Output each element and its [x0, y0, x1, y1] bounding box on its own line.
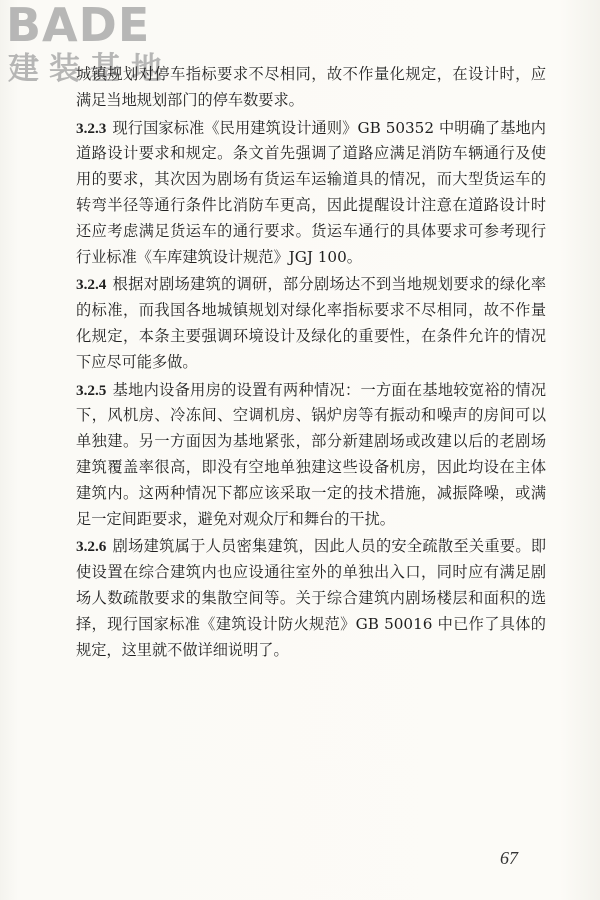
paragraph-text: 现行国家标准《民用建筑设计通则》GB 50352 中明确了基地内道路设计要求和规定。条文首先强调了道路应满足消防车辆通行及使用的要求，其次因为剧场有货运车运输道具的情况，而大型货运车的转弯半径等通行条件比消防车更高，因此提醒设计注意在道路设计时还应考虑满足货运车的通行要求。货运车通行的具体要求可参考现行行业标准《车库建筑设计规范》JGJ 100。: [76, 118, 546, 266]
clause-3-2-4: [76, 272, 546, 375]
clause-3-2-3: [76, 116, 546, 271]
paragraph-text: 根据对剧场建筑的调研，部分剧场达不到当地规划要求的绿化率的标准，而我国各地城镇规划对绿化率指标要求不尽相同，故不作量化规定，本条主要强调环境设计及绿化的重要性，在条件允许的情况下应尽可能多做。: [76, 275, 546, 371]
clause-number: 3.2.5: [76, 381, 107, 399]
clause-number: 3.2.4: [76, 276, 107, 294]
clause-number: 3.2.3: [76, 119, 107, 137]
clause-3-2-5: [76, 378, 546, 533]
watermark-word: BADE: [6, 0, 151, 52]
paragraph-continuation: [76, 62, 546, 114]
clause-number: 3.2.6: [76, 538, 107, 556]
paragraph-text: 基地内设备用房的设置有两种情况：一方面在基地较宽裕的情况下，风机房、冷冻间、空调机房、锅炉房等有振动和噪声的房间可以单独建。另一方面因为基地紧张，部分新建剧场或改建以后的老剧场建筑覆盖率很高，即没有空地单独建这些设备机房，因此均设在主体建筑内。这两种情况下都应该采取一定的技术措施，减振降噪，或满足一定间距要求，避免对观众厅和舞台的干扰。: [76, 380, 546, 528]
page-number: 67: [500, 848, 518, 868]
watermark-chinese: 建装基地: [8, 51, 172, 87]
paragraph-text: 城镇规划对停车指标要求不尽相同，故不作量化规定，在设计时，应满足当地规划部门的停车数要求。: [76, 65, 546, 109]
paragraph-text: 剧场建筑属于人员密集建筑，因此人员的安全疏散至关重要。即使设置在综合建筑内也应设通往室外的单独出入口，同时应有满足剧场人数疏散要求的集散空间等。关于综合建筑内剧场楼层和面积的选择，现行国家标准《建筑设计防火规范》GB 50016 中已作了具体的规定，这里就不做详细说明了。: [76, 537, 546, 659]
body-text: [76, 62, 546, 663]
clause-3-2-6: [76, 534, 546, 663]
